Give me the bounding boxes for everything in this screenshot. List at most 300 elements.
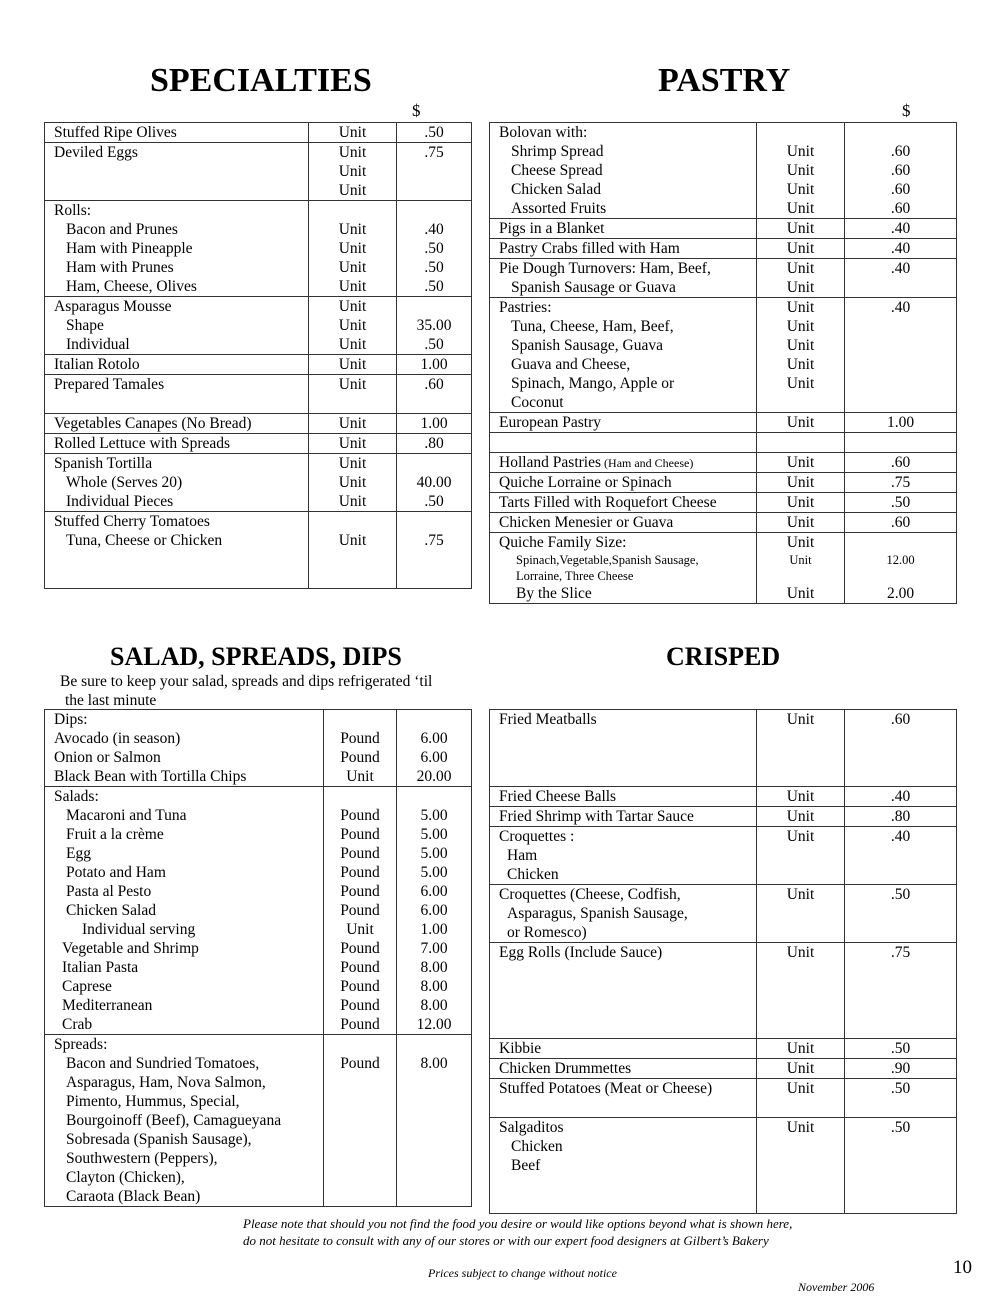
table-row (490, 433, 957, 453)
unit-label: Unit (338, 376, 367, 393)
price-cell (397, 787, 472, 1035)
price-cell (397, 123, 472, 143)
item-label (490, 729, 756, 748)
price-cell (845, 807, 957, 827)
price-value: 6.00 (420, 730, 448, 747)
item-label: Asparagus, Spanish Sausage, (507, 905, 688, 922)
item-label: Southwestern (Peppers), (66, 1150, 218, 1167)
prices-note: Prices subject to change without notice (428, 1266, 617, 1280)
unit-label: Unit (786, 279, 815, 296)
item-label: Macaroni and Tuna (66, 807, 187, 824)
item-label (45, 569, 308, 588)
unit-label: Pound (340, 940, 380, 957)
unit-label: Pound (340, 883, 380, 900)
item-label: Ham with Pineapple (66, 240, 193, 257)
price-value: .50 (424, 336, 444, 353)
unit-cell (309, 297, 397, 355)
item-label: Fruit a la crème (66, 826, 164, 843)
price-value: .50 (890, 494, 911, 511)
unit-label: Unit (338, 435, 367, 452)
price-cell (397, 454, 472, 512)
price-cell (845, 787, 957, 807)
unit-label: Pound (340, 978, 380, 995)
unit-cell (309, 454, 397, 512)
unit-label: Unit (786, 1040, 815, 1057)
unit-label: Unit (786, 711, 815, 728)
item-cell (45, 201, 309, 297)
price-cell (845, 259, 957, 298)
price-value: .50 (424, 240, 444, 257)
table-row (490, 123, 957, 219)
item-label: Holland Pastries (Ham and Cheese) (499, 454, 694, 471)
price-value: 5.00 (420, 864, 448, 881)
price-value: .40 (890, 220, 911, 237)
unit-cell (757, 1118, 845, 1214)
price-value: 5.00 (420, 845, 448, 862)
unit-cell (757, 1059, 845, 1079)
unit-label: Unit (338, 455, 367, 472)
table-row (490, 827, 957, 885)
item-label: Spinach,Vegetable,Spanish Sausage, (516, 553, 699, 567)
price-value: 8.00 (420, 978, 448, 995)
item-label: or Romesco) (507, 924, 587, 941)
specialties-dollar-header: $ (412, 101, 421, 120)
unit-cell (757, 473, 845, 493)
item-label: Spinach, Mango, Apple or (511, 375, 675, 392)
item-cell (45, 787, 324, 1035)
item-label: Rolled Lettuce with Spreads (54, 435, 231, 452)
price-cell (397, 414, 472, 434)
price-cell (845, 239, 957, 259)
price-cell (397, 201, 472, 297)
unit-cell (309, 201, 397, 297)
item-label (490, 1194, 756, 1213)
price-value: .60 (424, 376, 444, 393)
price-value: .50 (424, 278, 444, 295)
price-value: 5.00 (420, 807, 448, 824)
price-cell (845, 533, 957, 604)
item-label: Shrimp Spread (511, 143, 604, 160)
price-cell (397, 710, 472, 787)
item-cell (490, 885, 757, 943)
unit-label: Unit (786, 788, 815, 805)
item-label: Chicken Drummettes (499, 1060, 632, 1077)
table-row (490, 473, 957, 493)
item-cell (45, 434, 309, 454)
unit-cell (757, 259, 845, 298)
price-value: 12.00 (416, 1016, 452, 1033)
item-cell (45, 414, 309, 434)
price-value: 40.00 (416, 474, 452, 491)
specialties-title: SPECIALTIES (150, 62, 372, 99)
item-label: Vegetables Canapes (No Bread) (54, 415, 252, 432)
unit-cell (757, 239, 845, 259)
item-cell (490, 298, 757, 413)
unit-label: Unit (338, 298, 367, 315)
price-value: .40 (890, 299, 911, 316)
item-label: Stuffed Ripe Olives (54, 124, 177, 141)
item-label: Assorted Fruits (511, 200, 607, 217)
item-label: Spreads: (54, 1036, 108, 1053)
unit-label: Unit (786, 886, 815, 903)
item-label (490, 433, 756, 452)
price-value: 6.00 (420, 883, 448, 900)
item-label: Chicken (511, 1138, 563, 1155)
item-label: Black Bean with Tortilla Chips (54, 768, 247, 785)
unit-cell (757, 1039, 845, 1059)
item-label: Spanish Tortilla (54, 455, 153, 472)
item-label: Individual (66, 336, 130, 353)
item-label: Chicken Salad (66, 902, 156, 919)
item-label: Chicken Salad (511, 181, 601, 198)
price-value: .40 (890, 788, 911, 805)
price-value: 6.00 (420, 749, 448, 766)
price-cell (845, 413, 957, 433)
item-cell (490, 413, 757, 433)
unit-label: Pound (340, 730, 380, 747)
price-cell (397, 1035, 472, 1207)
item-label: Croquettes : (499, 828, 575, 845)
salad-subtitle-line1: Be sure to keep your salad, spreads and dips refrigerated ‘til (60, 673, 433, 690)
item-label (490, 1175, 756, 1194)
item-label: Kibbie (499, 1040, 542, 1057)
price-cell (397, 297, 472, 355)
price-cell (845, 1059, 957, 1079)
date-note: November 2006 (798, 1280, 875, 1294)
price-cell (845, 298, 957, 413)
page-number: 10 (953, 1257, 972, 1278)
price-cell (397, 143, 472, 201)
price-value: .50 (424, 493, 444, 510)
unit-cell (757, 513, 845, 533)
table-row (490, 1118, 957, 1214)
item-label: Salgaditos (499, 1119, 564, 1136)
specialties-table (44, 122, 472, 589)
item-cell (45, 297, 309, 355)
crisped-title: CRISPED (666, 642, 781, 671)
item-label (490, 1000, 756, 1019)
item-label (490, 962, 756, 981)
item-cell (490, 219, 757, 239)
unit-label: Unit (338, 124, 367, 141)
item-label: Lorraine, Three Cheese (516, 569, 634, 583)
unit-label: Unit (338, 163, 367, 180)
unit-cell (757, 493, 845, 513)
price-value: .40 (890, 240, 911, 257)
price-value: 8.00 (420, 959, 448, 976)
unit-cell (757, 807, 845, 827)
item-label: Chicken (507, 866, 559, 883)
unit-label: Pound (340, 1055, 380, 1072)
price-value: .40 (424, 221, 444, 238)
item-label: Italian Pasta (62, 959, 139, 976)
table-row (490, 413, 957, 433)
unit-cell (757, 123, 845, 219)
item-label: Italian Rotolo (54, 356, 140, 373)
unit-cell (757, 413, 845, 433)
unit-cell (324, 1035, 397, 1207)
table-row (490, 787, 957, 807)
item-label: Bourgoinoff (Beef), Camagueyana (66, 1112, 282, 1129)
item-label: Chicken Menesier or Guava (499, 514, 674, 531)
table-row (45, 201, 472, 297)
price-value: .50 (424, 259, 444, 276)
item-cell (45, 123, 309, 143)
item-cell (490, 827, 757, 885)
item-label: European Pastry (499, 414, 602, 431)
unit-cell (757, 298, 845, 413)
price-value: .60 (890, 200, 911, 217)
unit-label: Unit (346, 921, 374, 938)
item-label: Clayton (Chicken), (66, 1169, 185, 1186)
item-label: Egg Rolls (Include Sauce) (499, 944, 663, 961)
item-label: Shape (66, 317, 104, 334)
footer-note-line1: Please note that should you not find the food you desire or would like options beyond what is shown here, (243, 1216, 793, 1231)
item-label: Avocado (in season) (54, 730, 181, 747)
unit-label: Pound (340, 826, 380, 843)
price-value: .75 (890, 944, 911, 961)
price-value: .60 (890, 162, 911, 179)
item-label: Quiche Lorraine or Spinach (499, 474, 672, 491)
unit-label: Unit (786, 944, 815, 961)
price-value: 1.00 (886, 414, 915, 431)
unit-label: Unit (786, 534, 815, 551)
unit-label: Unit (786, 318, 815, 335)
item-label: Fried Shrimp with Tartar Sauce (499, 808, 694, 825)
item-label: Stuffed Cherry Tomatoes (54, 513, 210, 530)
unit-label: Unit (786, 828, 815, 845)
unit-label: Unit (786, 143, 815, 160)
item-label: Mediterranean (62, 997, 153, 1014)
item-cell (45, 143, 309, 201)
unit-label: Pound (340, 845, 380, 862)
table-row (490, 533, 957, 604)
item-label: Pastry Crabs filled with Ham (499, 240, 680, 257)
table-row (45, 375, 472, 414)
unit-label: Pound (340, 749, 380, 766)
price-value: 1.00 (420, 921, 448, 938)
price-value: 6.00 (420, 902, 448, 919)
price-cell (397, 355, 472, 375)
item-cell (490, 533, 757, 604)
table-row (45, 297, 472, 355)
unit-cell (309, 375, 397, 414)
item-label: Rolls: (54, 202, 92, 219)
item-cell (490, 787, 757, 807)
unit-cell (757, 219, 845, 239)
unit-label: Unit (338, 336, 367, 353)
price-cell (845, 473, 957, 493)
unit-label: Unit (338, 259, 367, 276)
price-value: 1.00 (420, 415, 448, 432)
item-label: Asparagus, Ham, Nova Salmon, (66, 1074, 266, 1091)
table-row (490, 493, 957, 513)
item-cell (45, 710, 324, 787)
price-value: .60 (890, 454, 911, 471)
item-label: Pie Dough Turnovers: Ham, Beef, (499, 260, 711, 277)
unit-label: Pound (340, 997, 380, 1014)
unit-cell (309, 512, 397, 589)
item-label (45, 550, 308, 569)
item-label: Guava and Cheese, (511, 356, 631, 373)
item-label: Bacon and Prunes (66, 221, 178, 238)
unit-label: Unit (786, 337, 815, 354)
price-value: .50 (890, 1119, 911, 1136)
footer-note-line2: do not hesitate to consult with any of our stores or with our expert food designers at Gilbert’s Bakery (243, 1233, 769, 1248)
item-label: Deviled Eggs (54, 144, 138, 161)
item-label: Asparagus Mousse (54, 298, 172, 315)
item-cell (490, 123, 757, 219)
unit-label: Unit (338, 144, 367, 161)
price-value: .60 (890, 711, 911, 728)
table-row (490, 710, 957, 787)
table-row (490, 239, 957, 259)
item-label: Pastries: (499, 299, 552, 316)
crisped-table (489, 709, 957, 1214)
unit-label: Unit (338, 474, 367, 491)
item-label: Prepared Tamales (54, 376, 165, 393)
unit-label: Unit (786, 260, 815, 277)
price-value: 7.00 (420, 940, 448, 957)
item-label: Individual serving (82, 921, 196, 938)
pastry-dollar-header: $ (902, 101, 911, 120)
item-label: Pasta al Pesto (66, 883, 152, 900)
pastry-table (489, 122, 957, 604)
unit-cell (757, 827, 845, 885)
item-label: Tarts Filled with Roquefort Cheese (499, 494, 717, 511)
item-cell (45, 375, 309, 414)
item-label: Stuffed Potatoes (Meat or Cheese) (499, 1080, 713, 1097)
table-row (45, 512, 472, 589)
table-row (490, 885, 957, 943)
table-row (45, 414, 472, 434)
item-cell (490, 1039, 757, 1059)
unit-label: Pound (340, 864, 380, 881)
price-value: .50 (424, 124, 444, 141)
unit-cell (757, 533, 845, 604)
price-cell (397, 434, 472, 454)
item-label-note: (Ham and Cheese) (601, 456, 694, 470)
table-row (490, 513, 957, 533)
table-row (45, 434, 472, 454)
item-cell (490, 513, 757, 533)
item-label: Ham (507, 847, 538, 864)
price-value: .50 (890, 886, 911, 903)
unit-label: Unit (786, 240, 815, 257)
salad-title: SALAD, SPREADS, DIPS (110, 642, 402, 671)
item-label: Egg (66, 845, 91, 862)
item-cell (45, 355, 309, 375)
item-label: Caprese (62, 978, 112, 995)
item-cell (490, 1059, 757, 1079)
unit-label: Unit (786, 494, 815, 511)
price-cell (845, 1039, 957, 1059)
price-value: 8.00 (420, 1055, 448, 1072)
price-cell (845, 123, 957, 219)
item-cell (45, 1035, 324, 1207)
price-value: 35.00 (416, 317, 452, 334)
table-row (490, 1039, 957, 1059)
unit-label: Unit (786, 181, 815, 198)
item-label (490, 1098, 756, 1117)
unit-cell (309, 123, 397, 143)
price-value: 12.00 (886, 553, 915, 567)
table-row (490, 219, 957, 239)
pastry-title: PASTRY (658, 62, 791, 99)
price-value: .80 (890, 808, 911, 825)
unit-cell (757, 1079, 845, 1118)
table-row (490, 943, 957, 1039)
price-cell (397, 512, 472, 589)
item-label: Ham, Cheese, Olives (66, 278, 197, 295)
item-cell (490, 1079, 757, 1118)
price-value: .60 (890, 143, 911, 160)
item-label (490, 767, 756, 786)
price-value: .50 (890, 1080, 911, 1097)
price-value: .40 (890, 828, 911, 845)
item-label: Vegetable and Shrimp (62, 940, 199, 957)
unit-cell (757, 453, 845, 473)
unit-label: Unit (786, 1060, 815, 1077)
price-value: .75 (890, 474, 911, 491)
unit-label: Unit (338, 221, 367, 238)
unit-cell (757, 943, 845, 1039)
table-row (490, 1079, 957, 1118)
price-cell (845, 513, 957, 533)
item-label: Onion or Salmon (54, 749, 161, 766)
price-value: .90 (890, 1060, 911, 1077)
unit-cell (757, 710, 845, 787)
item-cell (490, 493, 757, 513)
table-row (45, 787, 472, 1035)
table-row (45, 123, 472, 143)
unit-label: Unit (338, 278, 367, 295)
unit-label: Unit (789, 553, 812, 567)
price-cell (845, 1079, 957, 1118)
item-cell (45, 512, 309, 589)
unit-label: Unit (338, 182, 367, 199)
price-value: 8.00 (420, 997, 448, 1014)
unit-label: Unit (338, 415, 367, 432)
item-cell (490, 239, 757, 259)
unit-label: Unit (338, 493, 367, 510)
price-value: 20.00 (416, 768, 452, 785)
table-row (45, 710, 472, 787)
table-row (490, 807, 957, 827)
price-value: 5.00 (420, 826, 448, 843)
unit-label: Unit (786, 356, 815, 373)
unit-label: Unit (346, 768, 374, 785)
item-label: Bolovan with: (499, 124, 588, 141)
unit-label: Unit (786, 299, 815, 316)
unit-cell (309, 355, 397, 375)
table-row (45, 355, 472, 375)
unit-label: Unit (786, 1080, 815, 1097)
item-label: Spanish Sausage, Guava (511, 337, 663, 354)
price-cell (845, 1118, 957, 1214)
price-cell (397, 375, 472, 414)
price-cell (845, 493, 957, 513)
table-row (490, 298, 957, 413)
item-label (490, 748, 756, 767)
unit-cell (309, 414, 397, 434)
price-value: .60 (890, 181, 911, 198)
table-row (490, 1059, 957, 1079)
item-label: Fried Cheese Balls (499, 788, 617, 805)
unit-label: Unit (786, 200, 815, 217)
item-label: Croquettes (Cheese, Codfish, (499, 886, 681, 903)
price-value: .75 (424, 532, 444, 549)
